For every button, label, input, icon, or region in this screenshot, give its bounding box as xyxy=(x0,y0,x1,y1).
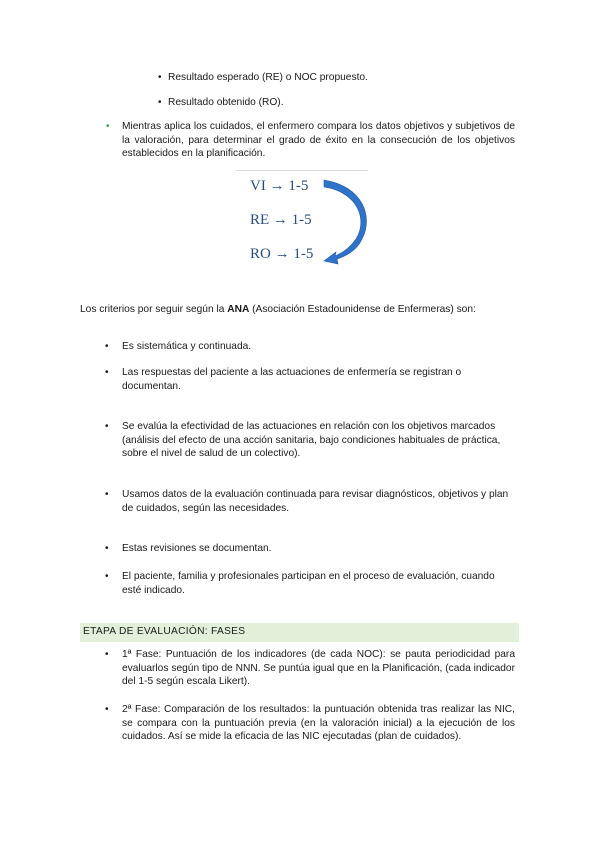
criteria-intro-text: Los criterios por seguir según la xyxy=(80,304,228,315)
bullet-icon: • xyxy=(105,367,109,378)
phase-item: 1ª Fase: Puntuación de los indicadores (de cada NOC): se pauta periodicidad para evaluarlos según tipo de NNN. Se puntúa igual que en la Planificación, (cada indicador del 1-5 según escala Likert). xyxy=(122,649,515,688)
bullet-icon: • xyxy=(105,704,109,715)
criteria-item: Se evalúa la efectividad de las actuaciones en relación con los objetivos marcados (análisis del efecto de una acción sanitaria, bajo condiciones habituales de práctica, sobre el nivel de salud de un colectivo). xyxy=(122,421,501,460)
curved-arrow-icon xyxy=(236,168,368,270)
bullet-icon: • xyxy=(158,97,162,108)
diagram-line-ro: RO → 1-5 xyxy=(250,246,314,262)
criteria-item: Estas revisiones se documentan. xyxy=(122,543,272,554)
criteria-intro xyxy=(80,303,520,317)
bullet-icon: • xyxy=(105,489,109,500)
criteria-item: Usamos datos de la evaluación continuada para revisar diagnósticos, objetivos y plan de cuidados, según las necesidades. xyxy=(122,489,509,514)
subitem-resultado-obtenido: Resultado obtenido (RO). xyxy=(168,97,284,108)
bullet-icon: • xyxy=(158,72,162,83)
criteria-item: Las respuestas del paciente a las actuaciones de enfermería se registran o documentan. xyxy=(122,367,462,392)
criteria-item: El paciente, familia y profesionales participan en el proceso de evaluación, cuando esté indicado. xyxy=(122,571,495,596)
criteria-intro-text-end: (Asociación Estadounidense de Enfermeras) son: xyxy=(249,304,476,315)
criteria-item: Es sistemática y continuada. xyxy=(122,341,252,352)
bullet-icon: • xyxy=(105,649,109,660)
bullet-icon: • xyxy=(106,121,110,132)
phase-item: 2ª Fase: Comparación de los resultados: la puntuación obtenida tras realizar las NIC, se compara con la puntuación previa (en la valoración inicial) a la ejecución de los cuidados. Así se mide la eficacia de las NIC ejecutadas (plan de cuidados). xyxy=(122,704,515,743)
mientras-paragraph: Mientras aplica los cuidados, el enfermero compara los datos objetivos y subjetivos de la valoración, para determinar el grado de éxito en la consecución de los objetivos establecidos en la planificación. xyxy=(122,121,515,160)
bullet-icon: • xyxy=(105,571,109,582)
bullet-icon: • xyxy=(105,543,109,554)
section-header-bar xyxy=(80,623,519,642)
bullet-icon: • xyxy=(105,341,109,352)
section-title: ETAPA DE EVALUACIÓN: FASES xyxy=(83,626,246,637)
diagram-line-vi: VI → 1-5 xyxy=(250,178,309,194)
bullet-icon: • xyxy=(105,421,109,432)
subitem-resultado-esperado: Resultado esperado (RE) o NOC propuesto. xyxy=(168,72,368,83)
ana-acronym: ANA xyxy=(227,304,250,315)
evaluation-diagram xyxy=(236,168,368,270)
diagram-line-re: RE → 1-5 xyxy=(250,212,312,228)
